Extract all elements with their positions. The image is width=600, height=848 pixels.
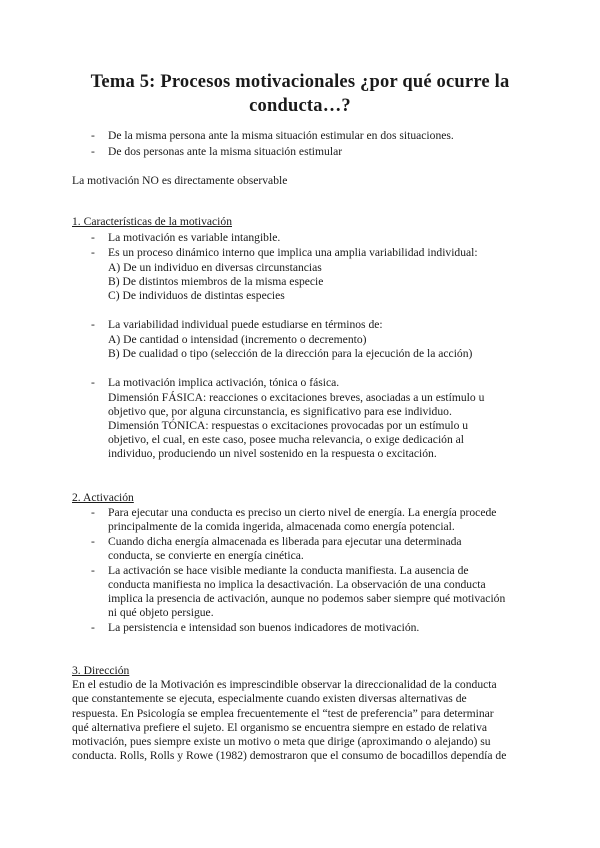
section-3-heading: 3. Dirección	[72, 664, 130, 677]
section-3-paragraph-line-2: que constantemente se ejecuta, especialmente cuando existen diversas alternativas de	[72, 692, 467, 705]
section-3-paragraph-line-4: qué alternativa prefiere el sujeto. El organismo se encuentra siempre en estado de relativa	[72, 721, 488, 734]
section-1-bullet-2-item-a: A) De un individuo en diversas circunstancias	[108, 261, 322, 274]
section-2-heading: 2. Activación	[72, 491, 134, 504]
section-1-bullet-4-line-2: Dimensión FÁSICA: reacciones o excitaciones breves, asociadas a un estímulo u	[108, 391, 485, 404]
section-2-bullet-3-line-4: ni qué objeto persigue.	[108, 606, 214, 619]
section-1-bullet-4-line-3: objetivo que, por alguna circunstancia, es significativo para ese individuo.	[108, 405, 452, 418]
section-2-bullet-3-line-3: implica la presencia de activación, aunque no podemos saber siempre qué motivación	[108, 592, 506, 605]
intro-bullet-2: De dos personas ante la misma situación estimular	[108, 145, 343, 158]
title-line-1: Tema 5: Procesos motivacionales ¿por qué ocurre la	[90, 72, 510, 92]
bullet-dash: -	[91, 535, 95, 548]
bullet-dash: -	[91, 129, 95, 142]
section-3-paragraph-line-1: En el estudio de la Motivación es imprescindible observar la direccionalidad de la conducta	[72, 678, 497, 691]
bullet-dash: -	[91, 564, 95, 577]
bullet-dash: -	[91, 318, 95, 331]
section-1-bullet-2: Es un proceso dinámico interno que implica una amplia variabilidad individual:	[108, 246, 478, 259]
section-2-bullet-2-line-1: Cuando dicha energía almacenada es liberada para ejecutar una determinada	[108, 535, 462, 548]
section-2-bullet-1-line-2: principalmente de la comida ingerida, almacenada como energía potencial.	[108, 520, 455, 533]
section-1-bullet-3-item-a: A) De cantidad o intensidad (incremento o decremento)	[108, 333, 367, 346]
section-2-bullet-3-line-2: conducta manifiesta no implica la desactivación. La observación de una conducta	[108, 578, 486, 591]
bullet-dash: -	[91, 506, 95, 519]
section-1-bullet-2-item-c: C) De individuos de distintas especies	[108, 289, 285, 302]
section-1-bullet-2-item-b: B) De distintos miembros de la misma especie	[108, 275, 324, 288]
section-2-bullet-3-line-1: La activación se hace visible mediante la conducta manifiesta. La ausencia de	[108, 564, 469, 577]
bullet-dash: -	[91, 621, 95, 634]
bullet-dash: -	[91, 145, 95, 158]
intro-statement: La motivación NO es directamente observable	[72, 174, 288, 187]
bullet-dash: -	[91, 376, 95, 389]
section-1-heading: 1. Características de la motivación	[72, 215, 232, 228]
intro-bullet-1: De la misma persona ante la misma situación estimular en dos situaciones.	[108, 129, 454, 142]
section-1-bullet-1: La motivación es variable intangible.	[108, 231, 281, 244]
page-title	[60, 70, 540, 118]
section-2-bullet-2-line-2: conducta, se convierte en energía cinética.	[108, 549, 304, 562]
section-2-bullet-4: La persistencia e intensidad son buenos indicadores de motivación.	[108, 621, 420, 634]
section-3-paragraph-line-5: motivación, pues siempre existe un motivo o meta que dirige (aproximando o alejando) su	[72, 735, 491, 748]
section-2-bullet-1-line-1: Para ejecutar una conducta es preciso un cierto nivel de energía. La energía procede	[108, 506, 497, 519]
bullet-dash: -	[91, 246, 95, 259]
section-1-bullet-3: La variabilidad individual puede estudiarse en términos de:	[108, 318, 383, 331]
section-1-bullet-4-line-6: individuo, produciendo un nivel sostenido en la respuesta o excitación.	[108, 447, 437, 460]
section-3-paragraph-line-3: respuesta. En Psicología se emplea frecuentemente el “test de preferencia” para determinar	[72, 707, 494, 720]
bullet-dash: -	[91, 231, 95, 244]
title-line-2: conducta…?	[249, 96, 351, 116]
section-1-bullet-4: La motivación implica activación, tónica o fásica.	[108, 376, 340, 389]
section-1-bullet-4-line-5: objetivo, el cual, en este caso, posee mucha relevancia, o exige dedicación al	[108, 433, 465, 446]
section-3-paragraph-line-6: conducta. Rolls, Rolls y Rowe (1982) demostraron que el consumo de bocadillos dependía de	[72, 749, 507, 762]
section-1-bullet-3-item-b: B) De cualidad o tipo (selección de la dirección para la ejecución de la acción)	[108, 347, 473, 360]
section-1-bullet-4-line-4: Dimensión TÓNICA: respuestas o excitaciones provocadas por un estímulo u	[108, 419, 469, 432]
